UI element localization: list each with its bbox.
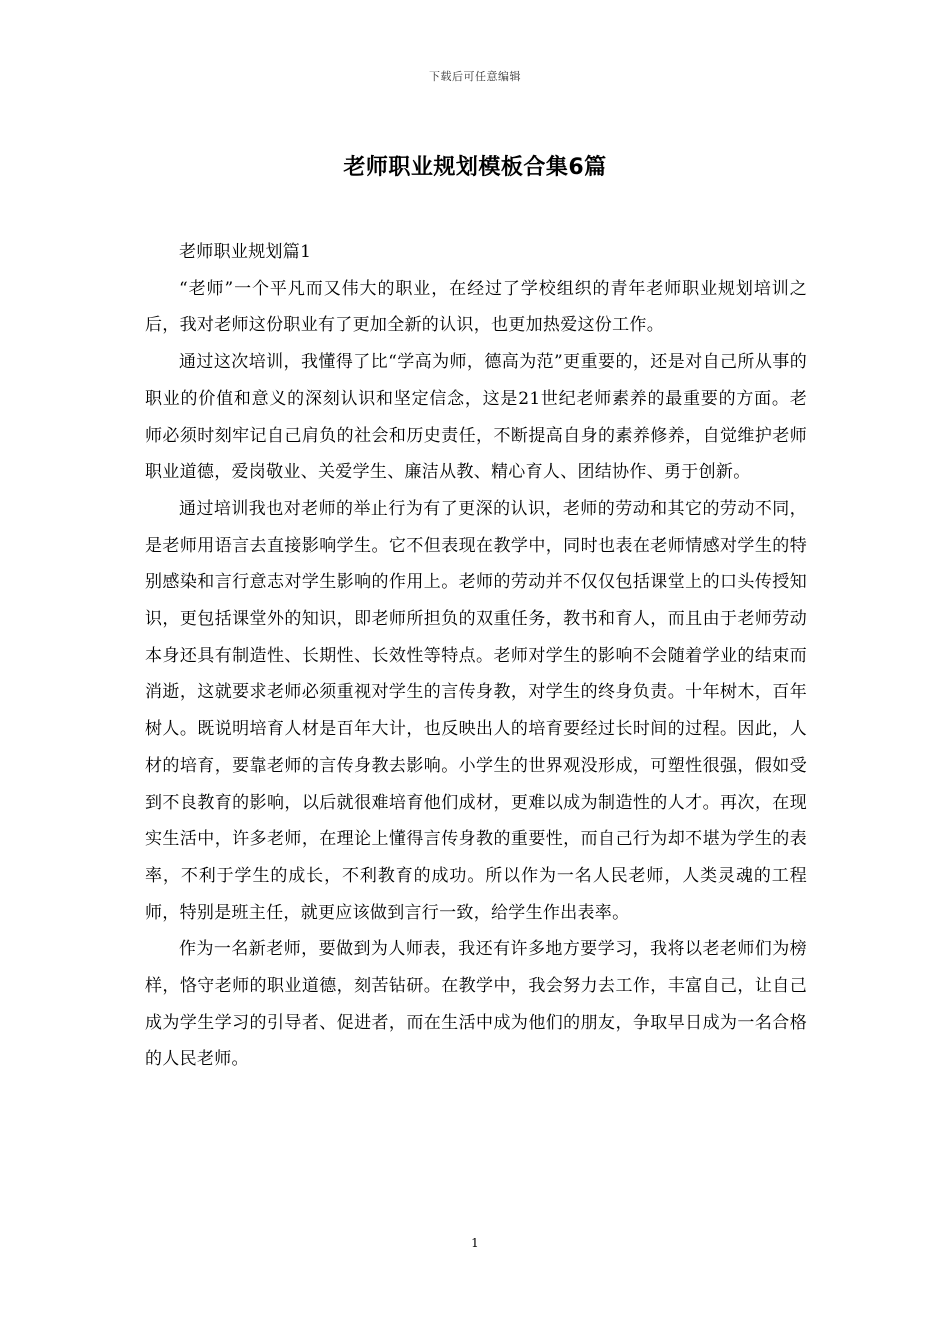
body-paragraph: 作为一名新老师，要做到为人师表，我还有许多地方要学习，我将以老老师们为榜样，恪守老师的职业道德，刻苦钻研。在教学中，我会努力去工作，丰富自己，让自己成为学生学习的引导者、促进者，而在生活中成为他们的朋友，争取早日成为一名合格的人民老师。 [145,939,807,1070]
body-paragraph: 通过这次培训，我懂得了比“学高为师，德高为范”更重要的，还是对自己所从事的职业的价值和意义的深刻认识和坚定信念，这是21世纪老师素养的最重要的方面。老师必须时刻牢记自己肩负的社会和历史责任，不断提高自身的素养修养，自觉维护老师职业道德，爱岗敬业、关爱学生、廉洁从教、精心育人、团结协作、勇于创新。 [145,352,807,483]
page-number: 1 [471,1236,479,1250]
section-heading: 老师职业规划篇1 [179,242,312,262]
body-paragraph: 通过培训我也对老师的举止行为有了更深的认识，老师的劳动和其它的劳动不同，是老师用语言去直接影响学生。它不但表现在教学中，同时也表在老师情感对学生的特别感染和言行意志对学生影响的作用上。老师的劳动并不仅仅包括课堂上的口头传授知识，更包括课堂外的知识，即老师所担负的双重任务，教书和育人，而且由于老师劳动本身还具有制造性、长期性、长效性等特点。老师对学生的影响不会随着学业的结束而消逝，这就要求老师必须重视对学生的言传身教，对学生的终身负责。十年树木，百年树人。既说明培育人材是百年大计，也反映出人的培育要经过长时间的过程。因此，人材的培育，要靠老师的言传身教去影响。小学生的世界观没形成，可塑性很强，假如受到不良教育的影响，以后就很难培育他们成材，更难以成为制造性的人才。再次，在现实生活中，许多老师，在理论上懂得言传身教的重要性，而自己行为却不堪为学生的表率，不利于学生的成长，不利教育的成功。所以作为一名人民老师，人类灵魂的工程师，特别是班主任，就更应该做到言行一致，给学生作出表率。 [145,498,807,923]
body-paragraph: “老师”一个平凡而又伟大的职业，在经过了学校组织的青年老师职业规划培训之后，我对老师这份职业有了更加全新的认识，也更加热爱这份工作。 [145,278,807,336]
document-body [145,234,807,1078]
document-title: 老师职业规划模板合集6篇 [343,155,607,180]
header-note: 下载后可任意编辑 [429,70,521,83]
